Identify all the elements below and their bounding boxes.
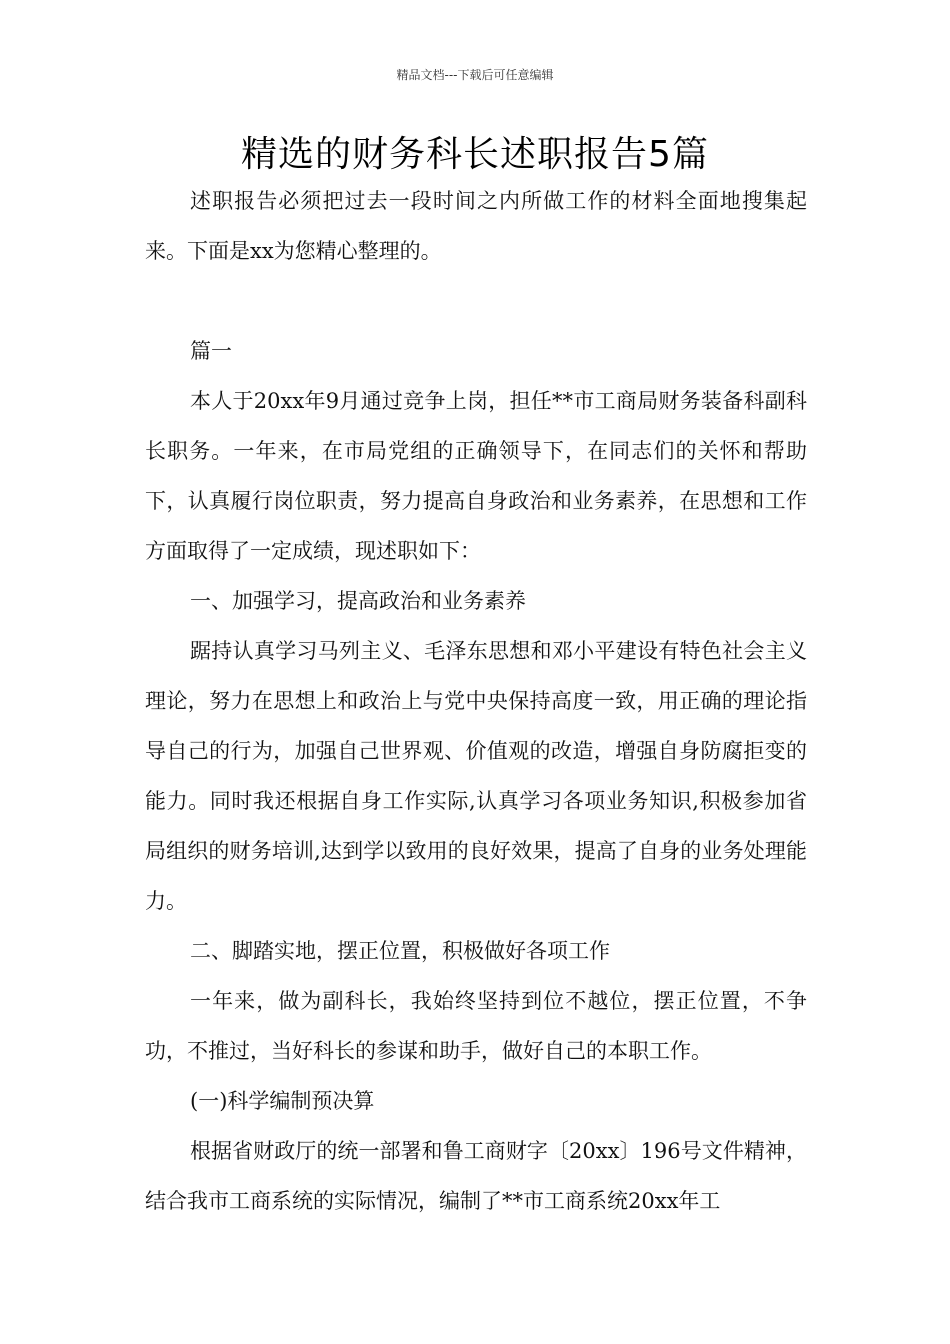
section-heading: 篇一: [190, 339, 232, 363]
paragraph-intro: 述职报告必须把过去一段时间之内所做工作的材料全面地搜集起来。下面是xx为您精心整理的。: [145, 189, 807, 263]
subheading: (一)科学编制预决算: [190, 1089, 375, 1113]
paragraph: 踞持认真学习马列主义、毛泽东思想和邓小平建设有特色社会主义理论，努力在思想上和政治上与党中央保持高度一致，用正确的理论指导自己的行为，加强自己世界观、价值观的改造，增强自身防腐拒变的能力。同时我还根据自身工作实际,认真学习各项业务知识,积极参加省局组织的财务培训,达到学以致用的良好效果，提高了自身的业务处理能力。: [145, 639, 807, 913]
document-body: [145, 176, 807, 1226]
subheading: 二、脚踏实地，摆正位置，积极做好各项工作: [190, 939, 610, 963]
page-header: 精品文档---下载后可任意编辑: [396, 68, 554, 82]
paragraph: 一年来，做为副科长，我始终坚持到位不越位，摆正位置，不争功，不推过，当好科长的参谋和助手，做好自己的本职工作。: [145, 989, 807, 1063]
paragraph: 本人于20xx年9月通过竞争上岗，担任**市工商局财务装备科副科长职务。一年来，在市局党组的正确领导下，在同志们的关怀和帮助下，认真履行岗位职责，努力提高自身政治和业务素养，在思想和工作方面取得了一定成绩，现述职如下：: [145, 389, 807, 563]
paragraph: 根据省财政厅的统一部署和鲁工商财字〔20xx〕196号文件精神，结合我市工商系统的实际情况，编制了**市工商系统20xx年工: [145, 1139, 807, 1213]
document-title: 精选的财务科长述职报告5篇: [241, 134, 709, 175]
subheading: 一、加强学习，提高政治和业务素养: [190, 589, 526, 613]
blank-line: [145, 276, 807, 326]
